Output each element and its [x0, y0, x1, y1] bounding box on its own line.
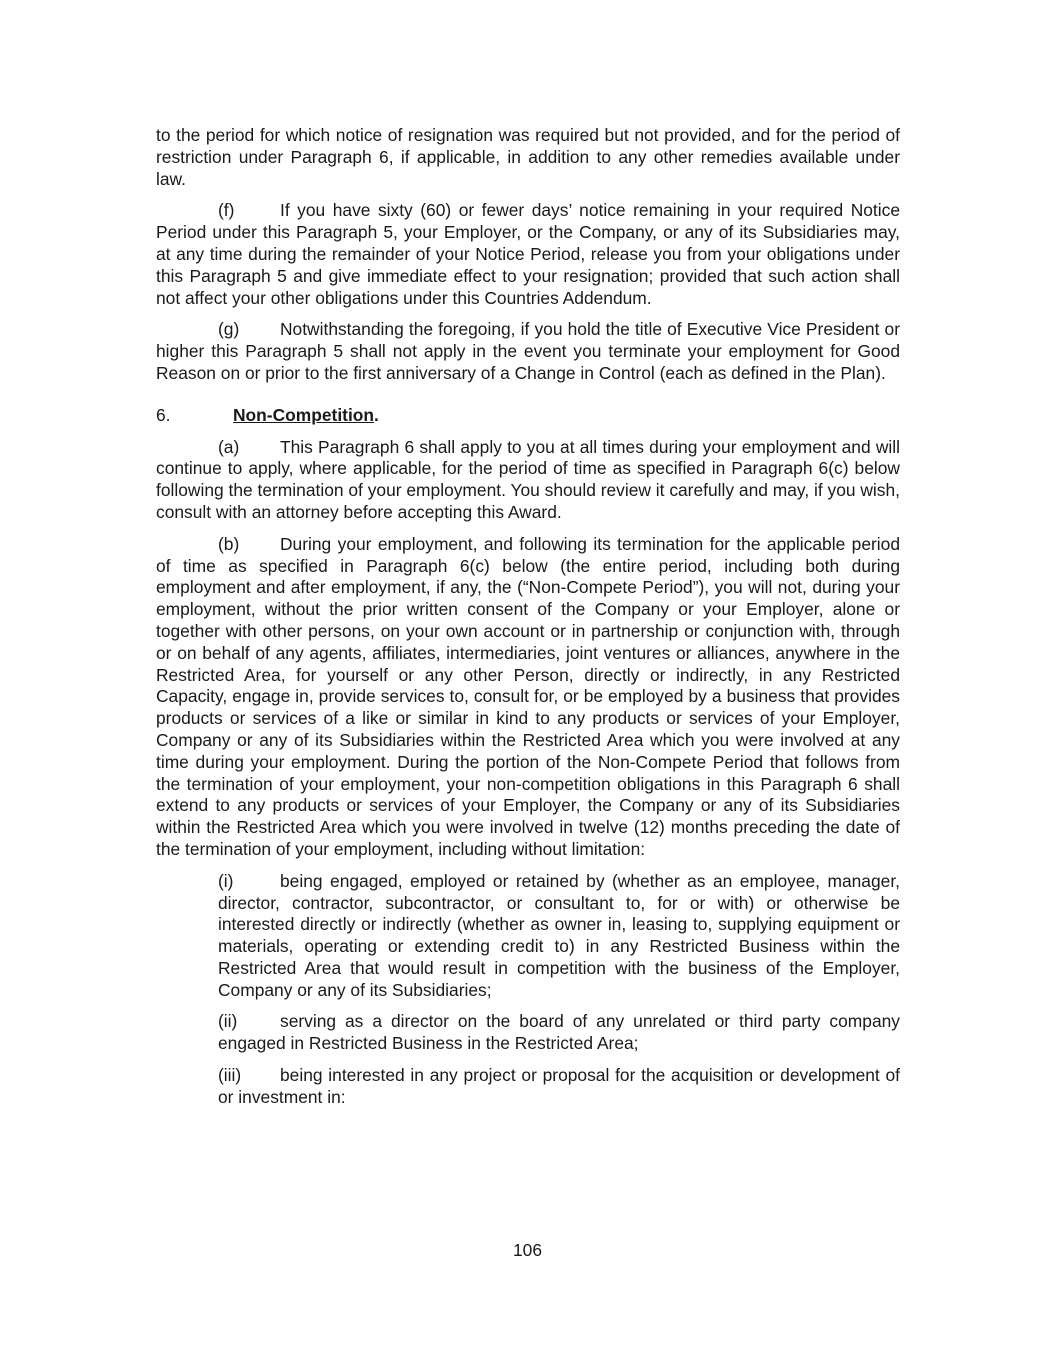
section-title-suffix: .	[374, 404, 379, 425]
paragraph-marker: (a)	[218, 436, 240, 457]
page-number: 106	[512, 1240, 542, 1260]
paragraph-text: serving as a director on the board of any unrelated or third party company engaged in Restricted Business in the Restricted Area;	[218, 1011, 900, 1054]
paragraph-marker: (i)	[218, 870, 234, 891]
paragraph-6b	[156, 534, 900, 861]
paragraph-6a	[156, 437, 900, 524]
paragraph-text: being interested in any project or proposal for the acquisition or development of or investment in:	[218, 1065, 900, 1107]
paragraph-5g	[156, 319, 900, 384]
section-title: Non-Competition	[233, 404, 375, 425]
section-number: 6.	[156, 404, 171, 425]
paragraph-5f	[156, 200, 900, 309]
document-page	[156, 125, 900, 1119]
paragraph-marker: (ii)	[218, 1011, 238, 1032]
subparagraph-iii	[218, 1065, 900, 1109]
paragraph-continuation: to the period for which notice of resignation was required but not provided, and for the period of restriction under Paragraph 6, if applicable, in addition to any other remedies available under law.	[156, 125, 900, 189]
paragraph-text: This Paragraph 6 shall apply to you at all times during your employment and will continue to apply, where applicable, for the period of time as specified in Paragraph 6(c) below following the termination of your employment. You should review it carefully and may, if you wish, consult with an attorney before accepting this Award.	[156, 436, 900, 522]
section-heading	[156, 405, 900, 427]
paragraph-text: During your employment, and following its termination for the applicable period of time as specified in Paragraph 6(c) below (the entire period, including both during employment and after employment, if any, the (“Non-Compete Period”), you will not, during your employment, without the prior written consent of the Company or your Employer, alone or together with other persons, on your own account or in partnership or conjunction with, through or on behalf of any agents, affiliates, intermediaries, joint ventures or alliances, anywhere in the Restricted Area, for yourself or any other Person, directly or indirectly, in any Restricted Capacity, engage in, provide services to, consult for, or be employed by a business that provides products or services of a like or similar in kind to any products or services of your Employer, Company or any of its Subsidiaries within the Restricted Area which you were involved at any time during your employment. During the portion of the Non-Compete Period that follows from the termination of your employment, your non-competition obligations in this Paragraph 6 shall extend to any products or services of your Employer, the Company or any of its Subsidiaries within the Restricted Area which you were involved in twelve (12) months preceding the date of the termination of your employment, including without limitation:	[156, 533, 900, 859]
subparagraph-ii	[218, 1011, 900, 1055]
paragraph-marker: (iii)	[218, 1065, 242, 1086]
subparagraph-i	[218, 871, 900, 1002]
paragraph-text: being engaged, employed or retained by (whether as an employee, manager, director, contractor, subcontractor, or consultant to, for or with) or otherwise be interested directly or indirectly (whether as owner in, leasing to, supplying equipment or materials, operating or extending credit to) in any Restricted Business within the Restricted Area that would result in competition with the business of the Employer, Company or any of its Subsidiaries;	[218, 870, 900, 1000]
paragraph-text: If you have sixty (60) or fewer days’ notice remaining in your required Notice Period under this Paragraph 5, your Employer, or the Company, or any of its Subsidiaries may, at any time during the remainder of your Notice Period, release you from your obligations under this Paragraph 5 and give immediate effect to your resignation; provided that such action shall not affect your other obligations under this Countries Addendum.	[156, 200, 900, 308]
paragraph-marker: (g)	[218, 319, 240, 340]
paragraph-marker: (b)	[218, 533, 240, 554]
paragraph-text: Notwithstanding the foregoing, if you hold the title of Executive Vice President or higher this Paragraph 5 shall not apply in the event you terminate your employment for Good Reason on or prior to the first anniversary of a Change in Control (each as defined in the Plan).	[156, 319, 900, 383]
paragraph-marker: (f)	[218, 200, 235, 221]
